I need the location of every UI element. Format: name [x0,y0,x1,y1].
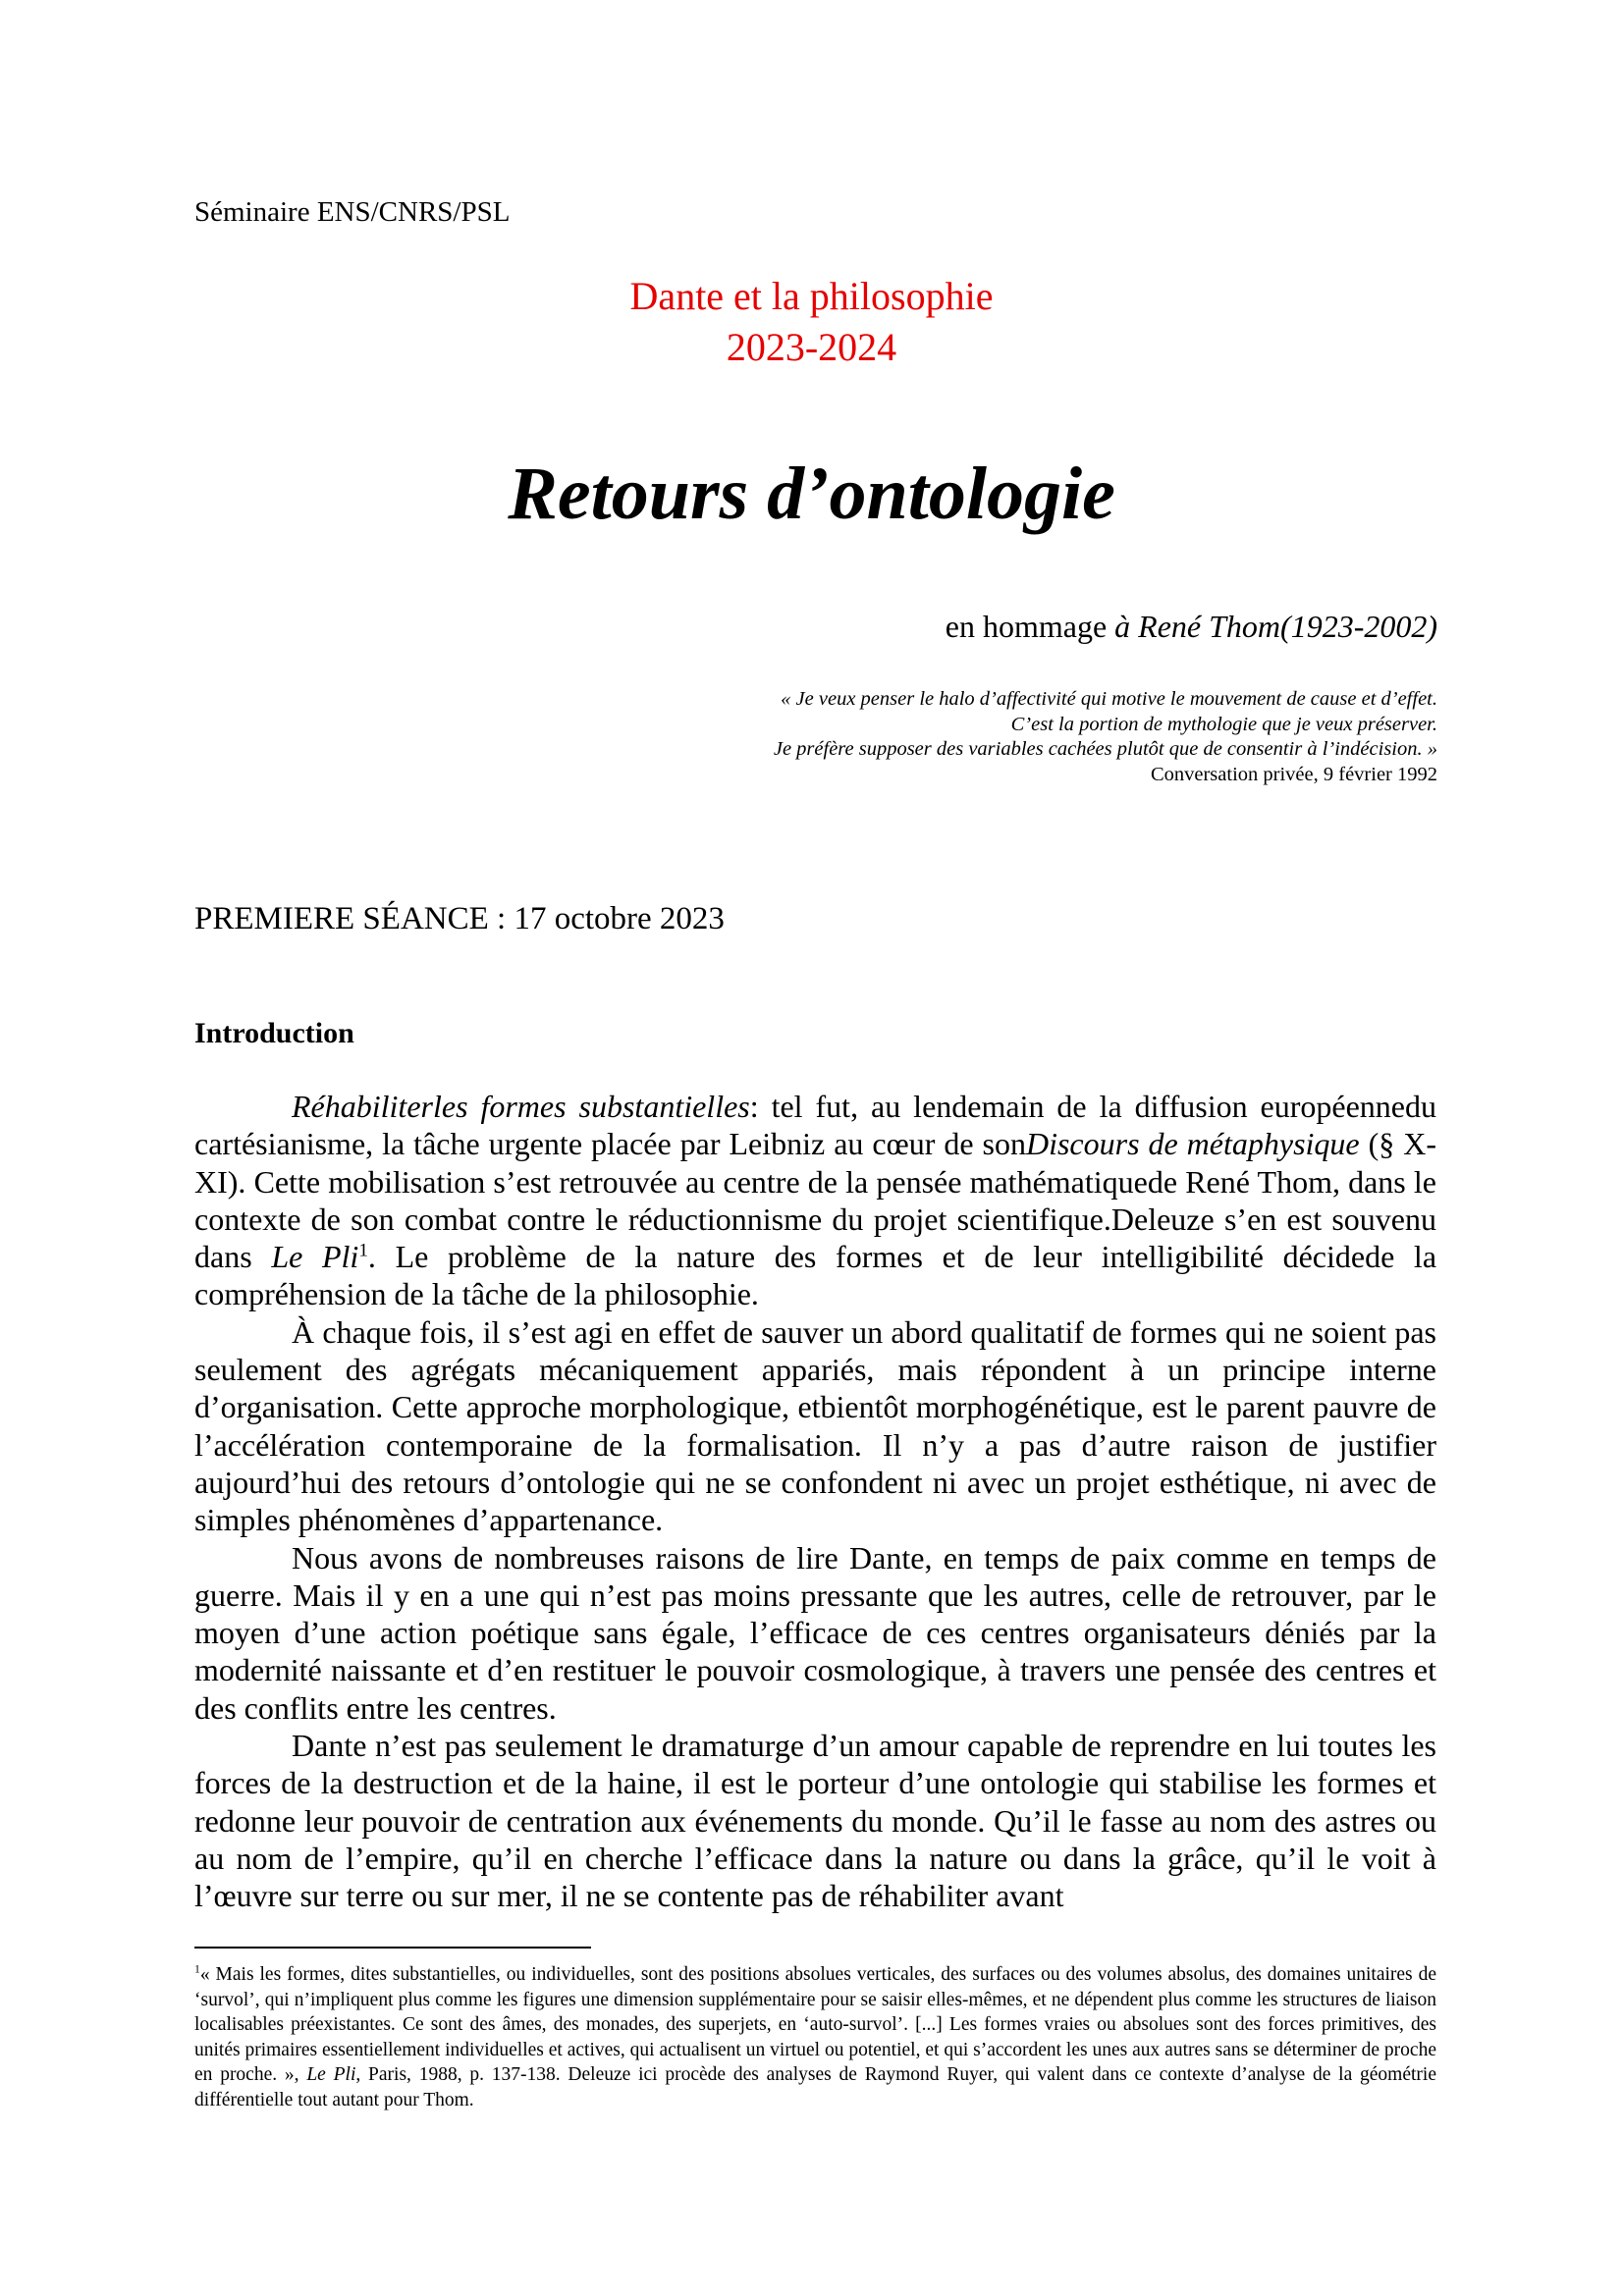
seminar-header: Séminaire ENS/CNRS/PSL [194,196,511,228]
book-title: Discours de métaphysique [1025,1126,1360,1162]
footnote-ref[interactable]: 1 [358,1240,368,1261]
paragraph [194,1088,1436,1313]
footnote-separator [194,1947,591,1949]
epigraph-line: « Je veux penser le halo d’affectivité qui motive le mouvement de cause et d’effet. [781,688,1437,710]
footnote-text: « Mais les formes, dites substantielles, ou individuelles, sont des positions absolues verticales, des surfaces ou des volumes absolus, des domaines unitaires de ‘survol’, qui n’impliquent plus comme les figures une dimension supplémentaire pour se saisir elles-mêmes, et ne dépendent plus comme les structures de liaison localisables préexistantes. Ce sont des âmes, des monades, des superjets, en ‘auto-survol’. [...] Les formes vraies ou absolues sont des forces primitives, des unités primaires essentiellement individuelles et actives, qui actualisent un virtuel ou potentiel, et qui s’accordent les unes aux autres sans se déterminer de proche en proche. », [194,1964,1436,2085]
course-title: Dante et la philosophie [629,274,994,318]
epigraph-line: Je préfère supposer des variables cachées plutôt que de consentir à l’indécision. » [773,738,1437,760]
document-title: Retours d’ontologie [508,453,1115,535]
dedication [946,609,1437,645]
epigraph-line: C’est la portion de mythologie que je veux préserver. [1010,713,1437,735]
epigraph [554,687,1437,787]
footnote-text: , Paris, 1988, p. 137-138. Deleuze ici procède des analyses de Raymond Ruyer, qui valent dans ce contexte d’analyse de la géométrie différentielle tout autant pour Thom. [194,2064,1436,2110]
course-years: 2023-2024 [726,325,897,369]
footnote-number: 1 [194,1962,200,1976]
session-heading: PREMIERE SÉANCE : 17 octobre 2023 [194,901,725,936]
paragraph: Dante n’est pas seulement le dramaturge d’un amour capable de reprendre en lui toutes les forces de la destruction et de la haine, il est le porteur d’une ontologie qui stabilise les formes et redonne leur pouvoir de centration aux événements du monde. Qu’il le fasse au nom des astres ou au nom de l’empire, qu’il en cherche l’efficace dans la nature ou dans la grâce, qu’il le voit à l’œuvre sur terre ou sur mer, il ne se contente pas de réhabiliter avant [194,1728,1436,1914]
dedication-dates: (1923-2002) [1280,609,1437,644]
dedication-prefix: en hommage [945,609,1115,644]
text-run: . Le problème de la nature des formes et de leur intelligibilité décidede la compréhension de la tâche de la philosophie. [194,1239,1437,1312]
emphasis: Réhabiliterles formes substantielles [292,1089,750,1124]
paragraph: Nous avons de nombreuses raisons de lire Dante, en temps de paix comme en temps de guerre. Mais il y en a une qui n’est pas moins pressante que les autres, celle de retrouver, par le moyen d’une action poétique sans égale, l’efficace de ces centres organisateurs déniés par la modernité naissante et d’en restituer le pouvoir cosmologique, à travers une pensée des centres et des conflits entre les centres. [194,1539,1436,1726]
footnote-book-title: Le Pli [306,2064,356,2085]
paragraph: À chaque fois, il s’est agi en effet de sauver un abord qualitatif de formes qui ne soient pas seulement des agrégats mécaniquement appariés, mais répondent à un principe interne d’organisation. Cette approche morphologique, etbientôt morphogénétique, est le parent pauvre de l’accélération contemporaine de la formalisation. Il n’y a pas d’autre raison de justifier aujourd’hui des retours d’ontologie qui ne se confondent ni avec un projet esthétique, ni avec de simples phénomènes d’appartenance. [194,1313,1436,1538]
section-heading: Introduction [194,1017,354,1049]
book-title: Le Pli [271,1239,359,1275]
body-text [194,1088,1436,1915]
text-run: : tel fut, au lendemain de la diffusion européennedu cartésianisme, la tâche urgente placée par Leibniz au cœur de son [194,1089,1437,1162]
text-run: (§ X-XI). Cette mobilisation s’est retrouvée au centre de la pensée mathématiquede René Thom, dans le contexte de son combat contre le réductionnisme du projet scientifique.Deleuze s’en est souvenu dans [194,1126,1437,1275]
dedication-honoree: à René Thom [1114,609,1281,644]
epigraph-source: Conversation privée, 9 février 1992 [1150,763,1437,785]
footnote [194,1962,1436,2112]
